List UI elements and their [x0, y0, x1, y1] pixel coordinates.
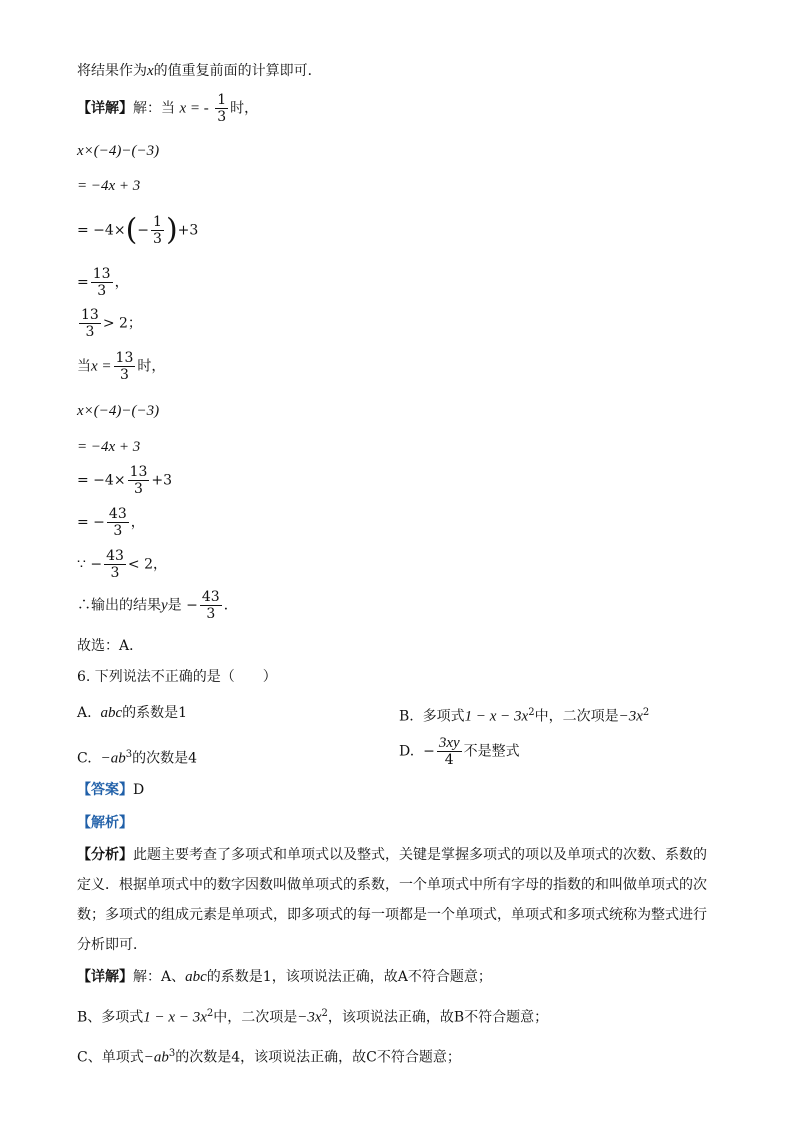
option-b: B. 多项式$1 - x - 3x^2$中，二次项是$-3x^2$: [399, 707, 650, 725]
calc1-line-4: = $\frac{13}{3}$ ，: [77, 266, 129, 299]
option-c: C. $-ab^3$的次数是4: [77, 749, 197, 767]
calc1-line-1: x×(−4)−(−3): [77, 143, 160, 159]
when-line: 当x = $\frac{13}{3}$ 时，: [77, 350, 166, 383]
choose-line: 故选：A．: [77, 638, 144, 654]
calc2-line-2: = −4x + 3: [77, 439, 141, 455]
calc1-line-5: $\frac{13}{3}$ > 2；: [81, 307, 142, 340]
intro-line: 将结果作为x的值重复前面的计算即可．: [77, 63, 322, 79]
analysis-heading: 【解析】: [77, 815, 133, 831]
calc2-line-3: = −4× $\frac{13}{3}$ +3: [77, 464, 173, 497]
detail2-line-b: B、多项式$1 - x - 3x^2$中，二次项是$-3x^2$，该项说法正确，故B不符合题意；: [77, 1008, 549, 1026]
calc1-line-2: = −4x + 3: [77, 178, 141, 194]
calc1-line-3: = −4×(− $\frac{1}{3}$ )+3: [77, 212, 199, 248]
question-6-stem: 6. 下列说法不正确的是（ ）: [77, 669, 277, 685]
detail2-line-a: 【详解】解：A、abc的系数是1，该项说法正确，故A不符合题意；: [77, 969, 492, 985]
fraction: $\frac{1}{3}$: [217, 92, 227, 125]
answer-line: 【答案】D: [77, 782, 145, 798]
detail-line-1: 【详解】解：当 x = - $\frac{1}{3}$ 时，: [77, 92, 259, 125]
calc2-line-4: = − $\frac{43}{3}$ ，: [77, 506, 145, 539]
calc2-line-1: x×(−4)−(−3): [77, 403, 160, 419]
detail2-line-c: C、单项式$-ab^3$的次数是4，该项说法正确，故C不符合题意；: [77, 1048, 461, 1066]
calc2-line-6: ∴输出的结果y是 − $\frac{43}{3}$ ．: [77, 589, 238, 622]
analysis-paragraph: 【分析】此题主要考查了多项式和单项式以及整式，关键是掌握多项式的项以及单项式的次数、系数的定义．根据单项式中的数字因数叫做单项式的系数，一个单项式中所有字母的指数的和叫做单项式的次数；多项式的组成元素是单项式，即多项式的每一项都是一个单项式，单项式和多项式统称为整式进行分析即可．: [77, 847, 707, 953]
calc2-line-5: ∵ − $\frac{43}{3}$ < 2，: [77, 548, 168, 581]
option-d: D. − $\frac{3xy}{4}$ 不是整式: [399, 735, 520, 768]
option-a: A. abc的系数是1: [77, 705, 188, 721]
